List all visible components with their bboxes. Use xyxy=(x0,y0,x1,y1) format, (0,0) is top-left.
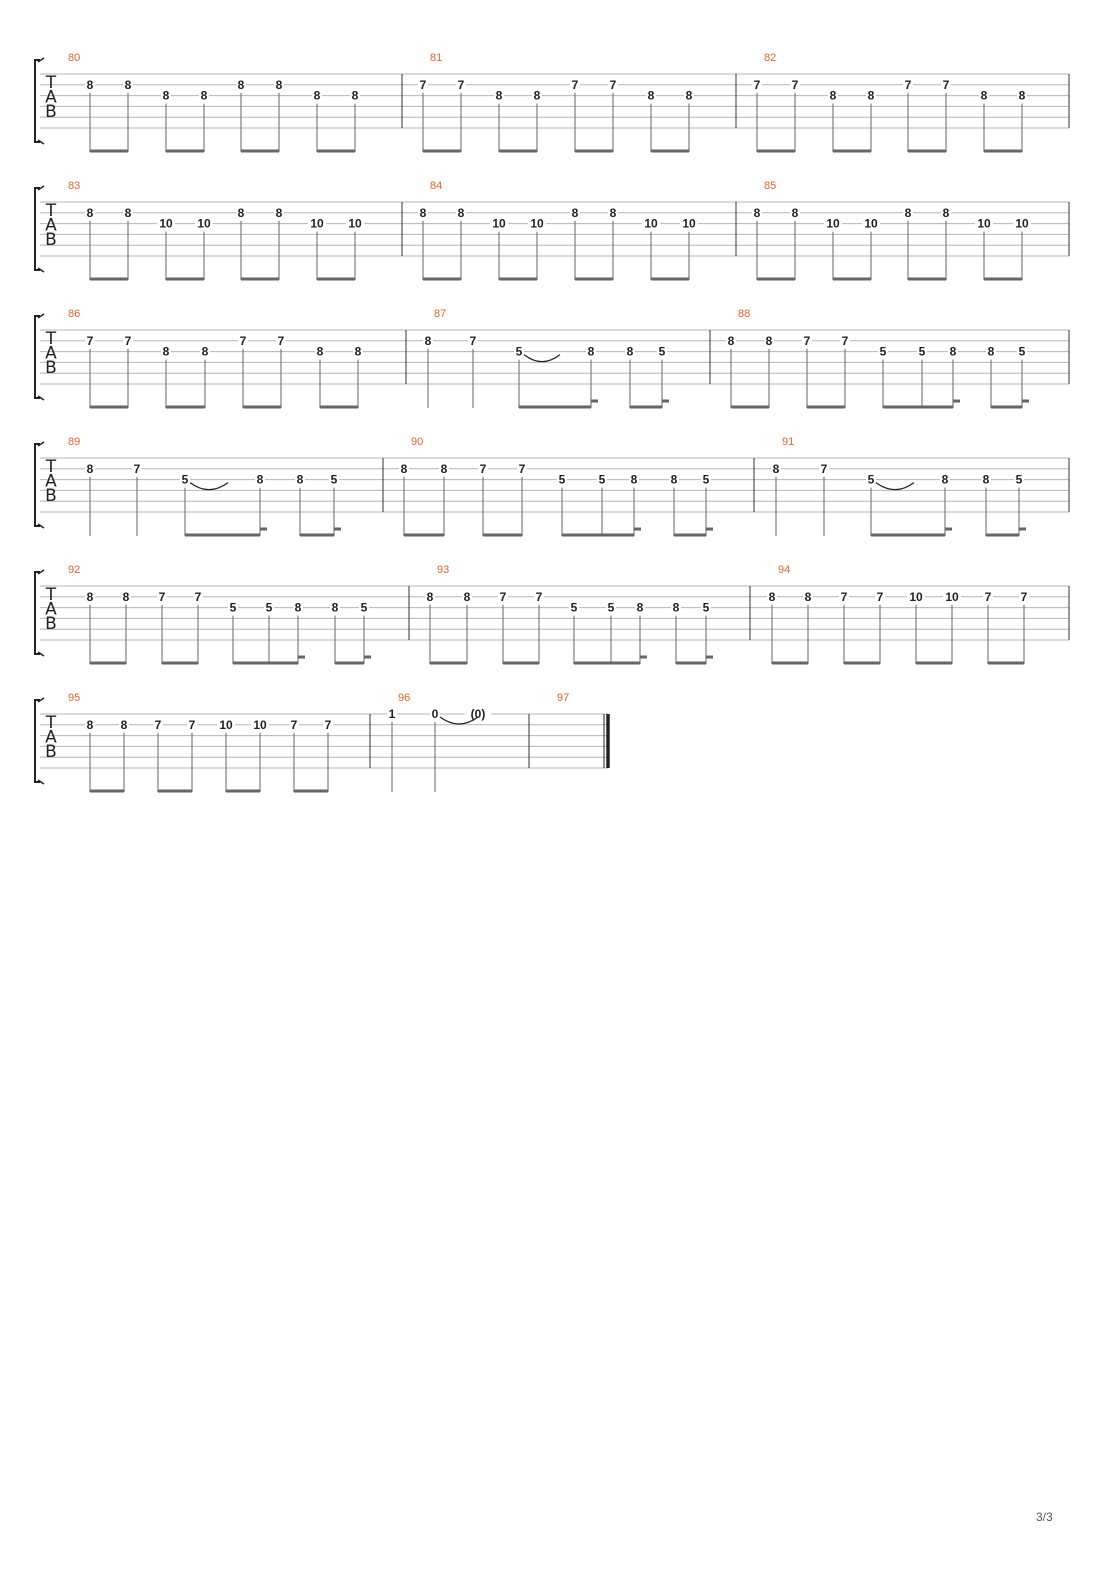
fret-number: 8 xyxy=(670,472,678,487)
fret-number: 5 xyxy=(867,472,875,487)
measure-number: 89 xyxy=(68,436,81,448)
fret-number: 7 xyxy=(840,589,848,604)
fret-number: 5 xyxy=(607,600,615,615)
fret-number: 10 xyxy=(159,216,173,231)
fret-number: 10 xyxy=(530,216,544,231)
tab-system xyxy=(35,52,1069,152)
fret-number: 8 xyxy=(419,205,427,220)
fret-number: 7 xyxy=(188,717,196,732)
fret-number: 8 xyxy=(201,344,209,359)
fret-number: 8 xyxy=(122,589,130,604)
fret-number: 7 xyxy=(984,589,992,604)
fret-number: 8 xyxy=(294,600,302,615)
fret-number: 7 xyxy=(942,77,950,92)
fret-number: 8 xyxy=(829,88,837,103)
fret-number: 7 xyxy=(324,717,332,732)
fret-number: 8 xyxy=(630,472,638,487)
measure xyxy=(68,180,364,280)
fret-number: 8 xyxy=(400,461,408,476)
fret-number: 7 xyxy=(791,77,799,92)
measure xyxy=(68,436,341,536)
tab-clef-letter: B xyxy=(45,742,57,762)
fret-number: 5 xyxy=(330,472,338,487)
fret-number: 8 xyxy=(804,589,812,604)
tab-clef-letter: B xyxy=(45,102,57,122)
fret-number: 8 xyxy=(982,472,990,487)
measure-number: 80 xyxy=(68,52,81,64)
fret-number: 8 xyxy=(949,344,957,359)
tab-clef-letter: A xyxy=(45,599,57,620)
fret-number: 8 xyxy=(672,600,680,615)
fret-number: 10 xyxy=(310,216,324,231)
tab-clef-letter: T xyxy=(45,73,57,93)
measure xyxy=(726,308,1029,408)
measure xyxy=(425,564,713,664)
fret-number: 5 xyxy=(598,472,606,487)
measure-number: 87 xyxy=(434,308,447,320)
measure xyxy=(418,180,698,280)
fret-number: 7 xyxy=(479,461,487,476)
fret-number: 8 xyxy=(124,205,132,220)
fret-number: 8 xyxy=(987,344,995,359)
fret-number: 8 xyxy=(609,205,617,220)
fret-number: 8 xyxy=(941,472,949,487)
measure-number: 96 xyxy=(398,692,411,704)
fret-number: 7 xyxy=(86,333,94,348)
measure xyxy=(423,308,669,408)
fret-number: 8 xyxy=(685,88,693,103)
tab-clef-letter: B xyxy=(45,486,57,506)
tab-clef-letter: A xyxy=(45,727,57,748)
measure xyxy=(767,564,1029,664)
tab-clef-letter: T xyxy=(45,457,57,477)
fret-number: 8 xyxy=(571,205,579,220)
fret-number: 5 xyxy=(265,600,273,615)
fret-number: 8 xyxy=(120,717,128,732)
fret-number: 8 xyxy=(765,333,773,348)
system-bracket xyxy=(35,572,40,654)
fret-number: 8 xyxy=(495,88,503,103)
measure-number: 88 xyxy=(738,308,751,320)
fret-number: 10 xyxy=(682,216,696,231)
fret-number: 8 xyxy=(313,88,321,103)
fret-number: 5 xyxy=(879,344,887,359)
fret-number: 8 xyxy=(457,205,465,220)
measure-number: 83 xyxy=(68,180,81,192)
fret-number: 8 xyxy=(237,205,245,220)
fret-number: 7 xyxy=(535,589,543,604)
fret-number: 10 xyxy=(219,717,233,732)
measure-number: 84 xyxy=(430,180,443,192)
fret-number: 5 xyxy=(558,472,566,487)
fret-number: 10 xyxy=(909,589,923,604)
fret-number: 8 xyxy=(626,344,634,359)
fret-number: 5 xyxy=(702,472,710,487)
fret-number: 10 xyxy=(977,216,991,231)
measure xyxy=(399,436,713,536)
fret-number: 7 xyxy=(239,333,247,348)
fret-number: 8 xyxy=(331,600,339,615)
fret-number: 8 xyxy=(86,461,94,476)
measure-number: 94 xyxy=(778,564,791,576)
fret-number: 7 xyxy=(419,77,427,92)
system-bracket xyxy=(35,60,40,142)
fret-number: 5 xyxy=(515,344,523,359)
system-bracket xyxy=(35,316,40,398)
fret-number: 10 xyxy=(644,216,658,231)
fret-number: 7 xyxy=(499,589,507,604)
tab-clef-letter: B xyxy=(45,358,57,378)
fret-number: 7 xyxy=(469,333,477,348)
fret-number: 8 xyxy=(237,77,245,92)
fret-number: 8 xyxy=(791,205,799,220)
fret-number: 5 xyxy=(229,600,237,615)
fret-number: 8 xyxy=(426,589,434,604)
fret-number: 1 xyxy=(388,707,396,721)
tab-clef-letter: B xyxy=(45,614,57,634)
fret-number: 10 xyxy=(945,589,959,604)
measure-number: 82 xyxy=(764,52,777,64)
fret-number: 7 xyxy=(841,333,849,348)
fret-number: 8 xyxy=(636,600,644,615)
fret-number: 8 xyxy=(200,88,208,103)
fret-number: 10 xyxy=(348,216,362,231)
fret-number: 7 xyxy=(820,461,828,476)
measure-number: 81 xyxy=(430,52,443,64)
fret-number: 8 xyxy=(86,717,94,732)
fret-number: 5 xyxy=(570,600,578,615)
fret-number: 8 xyxy=(86,589,94,604)
fret-number: 8 xyxy=(424,333,432,348)
fret-number: 8 xyxy=(124,77,132,92)
fret-number: 8 xyxy=(351,88,359,103)
fret-number: 7 xyxy=(133,461,141,476)
measure xyxy=(418,52,694,152)
fret-number: 8 xyxy=(162,88,170,103)
fret-number: 8 xyxy=(86,205,94,220)
fret-number: 8 xyxy=(753,205,761,220)
fret-number: 7 xyxy=(1020,589,1028,604)
fret-number: 0 xyxy=(431,707,439,721)
fret-number: 8 xyxy=(256,472,264,487)
fret-number: 8 xyxy=(904,205,912,220)
fret-number: 8 xyxy=(275,77,283,92)
fret-number: 7 xyxy=(158,589,166,604)
fret-number: 7 xyxy=(753,77,761,92)
measure-number: 97 xyxy=(557,692,570,704)
tie-arc xyxy=(876,483,914,490)
measure-number: 95 xyxy=(68,692,81,704)
fret-number: 7 xyxy=(154,717,162,732)
fret-number: 10 xyxy=(864,216,878,231)
fret-number: 8 xyxy=(1018,88,1026,103)
tab-clef-letter: T xyxy=(45,713,57,733)
tab-clef-letter: A xyxy=(45,343,57,364)
measure xyxy=(752,180,1031,280)
tab-clef-letter: T xyxy=(45,585,57,605)
tab-clef-letter: B xyxy=(45,230,57,250)
fret-number: 5 xyxy=(658,344,666,359)
fret-number: 8 xyxy=(587,344,595,359)
measure xyxy=(771,436,1026,536)
fret-number: 5 xyxy=(1018,344,1026,359)
fret-number: 8 xyxy=(533,88,541,103)
system-bracket xyxy=(35,700,40,782)
measure xyxy=(465,692,569,721)
fret-number: 10 xyxy=(253,717,267,732)
fret-number: 7 xyxy=(290,717,298,732)
fret-number: 7 xyxy=(571,77,579,92)
fret-number: 7 xyxy=(518,461,526,476)
fret-number: 8 xyxy=(867,88,875,103)
tab-clef-letter: A xyxy=(45,87,57,108)
fret-number: 8 xyxy=(296,472,304,487)
tab-clef-letter: A xyxy=(45,471,57,492)
fret-number: 8 xyxy=(727,333,735,348)
fret-number: 8 xyxy=(316,344,324,359)
fret-number: 7 xyxy=(124,333,132,348)
measure xyxy=(68,52,360,152)
fret-number: 10 xyxy=(492,216,506,231)
fret-number: 8 xyxy=(980,88,988,103)
measure xyxy=(68,692,333,792)
measure-number: 93 xyxy=(437,564,450,576)
fret-number: 10 xyxy=(826,216,840,231)
fret-number: 5 xyxy=(181,472,189,487)
measure xyxy=(752,52,1027,152)
fret-number: 8 xyxy=(647,88,655,103)
tab-clef-letter: T xyxy=(45,201,57,221)
fret-number: 8 xyxy=(463,589,471,604)
fret-number: 8 xyxy=(768,589,776,604)
fret-number: 5 xyxy=(360,600,368,615)
fret-number: 7 xyxy=(277,333,285,348)
fret-number: 5 xyxy=(702,600,710,615)
fret-number: 5 xyxy=(1015,472,1023,487)
fret-number: 8 xyxy=(86,77,94,92)
fret-number: 8 xyxy=(162,344,170,359)
fret-number: 7 xyxy=(194,589,202,604)
fret-number: 8 xyxy=(354,344,362,359)
measure-number: 90 xyxy=(411,436,424,448)
fret-number: 8 xyxy=(942,205,950,220)
tab-clef-letter: T xyxy=(45,329,57,349)
page-number: 3/3 xyxy=(1036,1510,1053,1524)
measure-number: 85 xyxy=(764,180,777,192)
tab-system xyxy=(35,564,1069,664)
fret-number: 7 xyxy=(904,77,912,92)
tab-system xyxy=(35,692,608,792)
tie-arc xyxy=(190,483,228,490)
measure xyxy=(68,564,371,664)
fret-number: 8 xyxy=(275,205,283,220)
system-bracket xyxy=(35,188,40,270)
fret-number: 10 xyxy=(197,216,211,231)
measure-number: 91 xyxy=(782,436,795,448)
fret-number: (0) xyxy=(470,707,486,721)
fret-number: 8 xyxy=(772,461,780,476)
fret-number: 7 xyxy=(803,333,811,348)
fret-number: 5 xyxy=(918,344,926,359)
measure-number: 92 xyxy=(68,564,81,576)
fret-number: 7 xyxy=(457,77,465,92)
tab-clef-letter: A xyxy=(45,215,57,236)
measure xyxy=(387,692,440,792)
system-bracket xyxy=(35,444,40,526)
tab-system xyxy=(35,308,1069,408)
tie-arc xyxy=(524,355,560,362)
fret-number: 7 xyxy=(876,589,884,604)
fret-number: 7 xyxy=(609,77,617,92)
fret-number: 10 xyxy=(1015,216,1029,231)
measure xyxy=(68,308,363,408)
fret-number: 8 xyxy=(440,461,448,476)
tab-system xyxy=(35,180,1069,280)
measure-number: 86 xyxy=(68,308,81,320)
tab-system xyxy=(35,436,1069,536)
